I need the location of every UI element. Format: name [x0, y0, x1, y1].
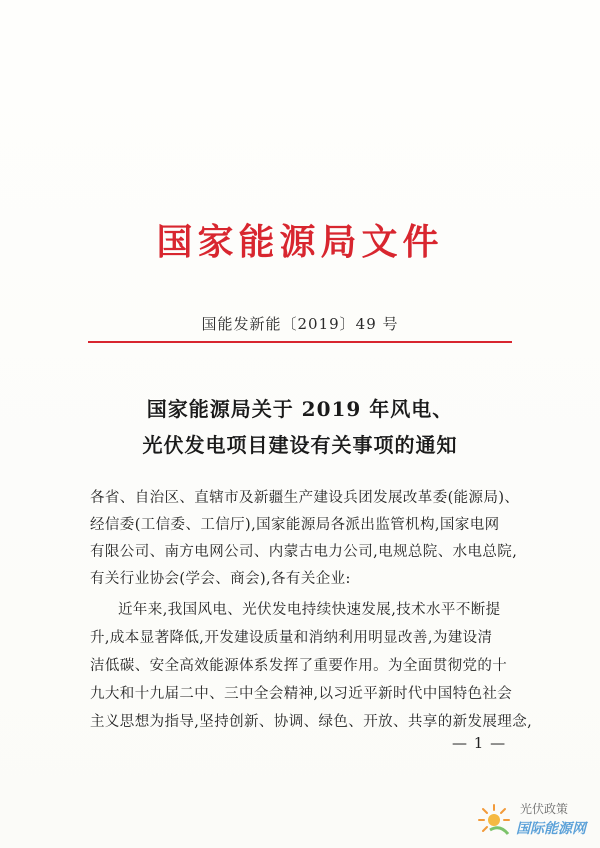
notice-title-line-2: 光伏发电项目建设有关事项的通知 — [142, 433, 458, 457]
body-line: 九大和十九届二中、三中全会精神,以习近平新时代中国特色社会 — [90, 686, 513, 702]
body-line: 近年来,我国风电、光伏发电持续快速发展,技术水平不断提 — [118, 602, 501, 618]
body-line: 各省、自治区、直辖市及新疆生产建设兵团发展改革委(能源局)、 — [90, 490, 520, 506]
red-divider-line — [88, 341, 512, 343]
body-line: 有限公司、南方电网公司、内蒙古电力公司,电规总院、水电总院, — [90, 544, 518, 560]
body-line: 经信委(工信委、工信厅),国家能源局各派出监管机构,国家电网 — [90, 517, 500, 533]
notice-title-line-1: 国家能源局关于 2019 年风电、 — [146, 397, 454, 421]
body-line: 主义思想为指导,坚持创新、协调、绿色、开放、共享的新发展理念, — [90, 714, 533, 730]
body-line: 有关行业协会(学会、商会),各有关企业: — [90, 571, 351, 587]
document-number: 国能发新能〔2019〕49 号 — [201, 315, 399, 333]
page-number: — 1 — — [452, 734, 507, 752]
body-line: 升,成本显著降低,开发建设质量和消纳利用明显改善,为建设清 — [90, 630, 493, 646]
document-header-title: 国家能源局文件 — [156, 221, 444, 263]
watermark-text-policy: 光伏政策 — [520, 802, 569, 816]
watermark-text-site: 国际能源网 — [516, 821, 586, 837]
body-line: 洁低碳、安全高效能源体系发挥了重要作用。为全面贯彻党的十 — [90, 658, 508, 674]
